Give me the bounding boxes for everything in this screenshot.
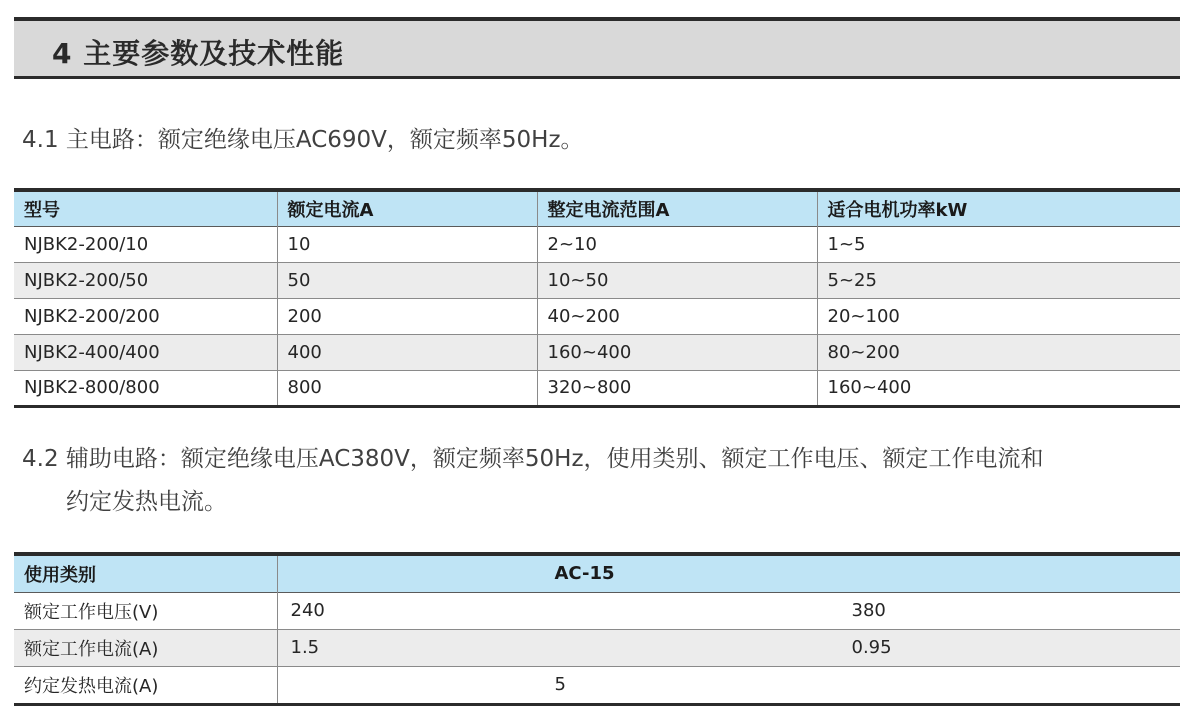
cell-motor-power: 80~200 bbox=[817, 334, 1180, 370]
row-label: 额定工作电压(V) bbox=[14, 593, 277, 630]
cell-model: NJBK2-200/50 bbox=[14, 262, 277, 298]
table-row bbox=[14, 262, 1180, 298]
ac15-label: AC-15 bbox=[554, 563, 615, 584]
table-header-row bbox=[14, 554, 1180, 593]
table-row bbox=[14, 334, 1180, 370]
cell-rated-current: 800 bbox=[277, 370, 537, 406]
table-row bbox=[14, 667, 1180, 705]
aux-circuit-text-continued: 约定发热电流。 bbox=[66, 489, 227, 515]
cell-rated-current: 50 bbox=[277, 262, 537, 298]
cell-model: NJBK2-400/400 bbox=[14, 334, 277, 370]
value-1-5: 1.5 bbox=[290, 637, 320, 658]
table-row bbox=[14, 226, 1180, 262]
cell-rated-current: 400 bbox=[277, 334, 537, 370]
row-values bbox=[277, 630, 1180, 667]
value-380: 380 bbox=[851, 600, 886, 621]
col-header-setting-range: 整定电流范围A bbox=[537, 190, 817, 226]
table-row bbox=[14, 593, 1180, 630]
cell-motor-power: 5~25 bbox=[817, 262, 1180, 298]
table-row bbox=[14, 630, 1180, 667]
cell-setting-range: 2~10 bbox=[537, 226, 817, 262]
cell-rated-current: 200 bbox=[277, 298, 537, 334]
cell-model: NJBK2-200/200 bbox=[14, 298, 277, 334]
table-row bbox=[14, 370, 1180, 406]
col-header-motor-power: 适合电机功率kW bbox=[817, 190, 1180, 226]
row-values bbox=[277, 667, 1180, 705]
cell-setting-range: 40~200 bbox=[537, 298, 817, 334]
table-row bbox=[14, 298, 1180, 334]
main-circuit-text: 4.1 主电路：额定绝缘电压AC690V，额定频率50Hz。 bbox=[22, 127, 584, 153]
main-circuit-table bbox=[14, 188, 1180, 408]
col-header-rated-current: 额定电流A bbox=[277, 190, 537, 226]
cell-model: NJBK2-800/800 bbox=[14, 370, 277, 406]
cell-rated-current: 10 bbox=[277, 226, 537, 262]
row-label: 额定工作电流(A) bbox=[14, 630, 277, 667]
col-header-category: 使用类别 bbox=[14, 554, 277, 593]
col-header-ac15 bbox=[277, 554, 1180, 593]
cell-motor-power: 1~5 bbox=[817, 226, 1180, 262]
cell-motor-power: 160~400 bbox=[817, 370, 1180, 406]
cell-model: NJBK2-200/10 bbox=[14, 226, 277, 262]
value-5: 5 bbox=[554, 674, 566, 695]
aux-circuit-table bbox=[14, 552, 1180, 706]
section-title: 4 主要参数及技术性能 bbox=[52, 37, 345, 70]
value-0-95: 0.95 bbox=[851, 637, 892, 658]
row-label: 约定发热电流(A) bbox=[14, 667, 277, 705]
cell-motor-power: 20~100 bbox=[817, 298, 1180, 334]
cell-setting-range: 320~800 bbox=[537, 370, 817, 406]
section-header bbox=[14, 17, 1180, 79]
table-header-row bbox=[14, 190, 1180, 226]
cell-setting-range: 160~400 bbox=[537, 334, 817, 370]
row-values bbox=[277, 593, 1180, 630]
col-header-model: 型号 bbox=[14, 190, 277, 226]
cell-setting-range: 10~50 bbox=[537, 262, 817, 298]
aux-circuit-text: 4.2 辅助电路：额定绝缘电压AC380V，额定频率50Hz，使用类别、额定工作电压、额定工作电流和 bbox=[22, 446, 1044, 472]
value-240: 240 bbox=[290, 600, 325, 621]
